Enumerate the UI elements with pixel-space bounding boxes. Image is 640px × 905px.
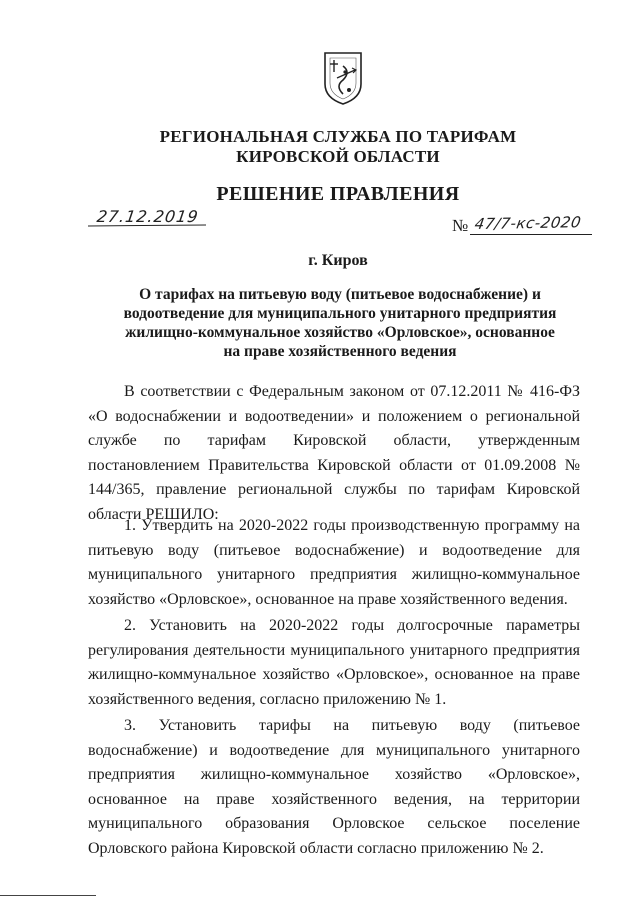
organization-title-line-2: КИРОВСКОЙ ОБЛАСТИ	[236, 147, 440, 166]
date-underline	[88, 224, 206, 226]
number-sign: №	[452, 216, 469, 235]
decision-number: 47/7-кс-2020	[473, 213, 583, 234]
coat-of-arms-icon	[321, 50, 365, 106]
decision-item-3: 3. Установить тарифы на питьевую воду (питьевое водоснабжение) и водоотведение для муниципального унитарного предприятия жилищно-коммунальное хозяйство «Орловское», основанное на праве хозяйственного ведения, на территории муниципального образования Орловское сельское поселение Орловского района Кировской области согласно приложению № 2.	[88, 717, 580, 857]
number-underline	[470, 234, 592, 235]
document-type-title: РЕШЕНИЕ ПРАВЛЕНИЯ	[216, 183, 460, 205]
preamble-paragraph: В соответствии с Федеральным законом от 07.12.2011 № 416-ФЗ «О водоснабжении и водоотведении» и положением о региональной службе по тарифам Кировской области, утвержденным постановлением Правительства Кировской области от 01.09.2008 № 144/365, правление региональной службы по тарифам Кировской области РЕШИЛО:	[88, 383, 580, 523]
decision-subject: О тарифах на питьевую воду (питьевое водоснабжение) и водоотведение для муниципального унитарного предприятия жилищно-коммунальное хозяйство «Орловское», основанное на праве хозяйственного ведения	[123, 286, 557, 360]
city-name: г. Киров	[308, 252, 368, 269]
decision-date: 27.12.2019	[95, 207, 200, 226]
decision-item-1: 1. Утвердить на 2020-2022 годы производственную программу на питьевую воду (питьевое водоснабжение) и водоотведение для муниципального унитарного предприятия жилищно-коммунальное хозяйство «Орловское», основанное на праве хозяйственного ведения.	[88, 517, 580, 608]
footnote-divider	[0, 895, 96, 896]
organization-title-line-1: РЕГИОНАЛЬНАЯ СЛУЖБА ПО ТАРИФАМ	[159, 127, 517, 146]
decision-item-2: 2. Установить на 2020-2022 годы долгосрочные параметры регулирования деятельности муниципального унитарного предприятия жилищно-коммунальное хозяйство «Орловское», основанное на праве хозяйственного ведения, согласно приложению № 1.	[88, 617, 580, 708]
